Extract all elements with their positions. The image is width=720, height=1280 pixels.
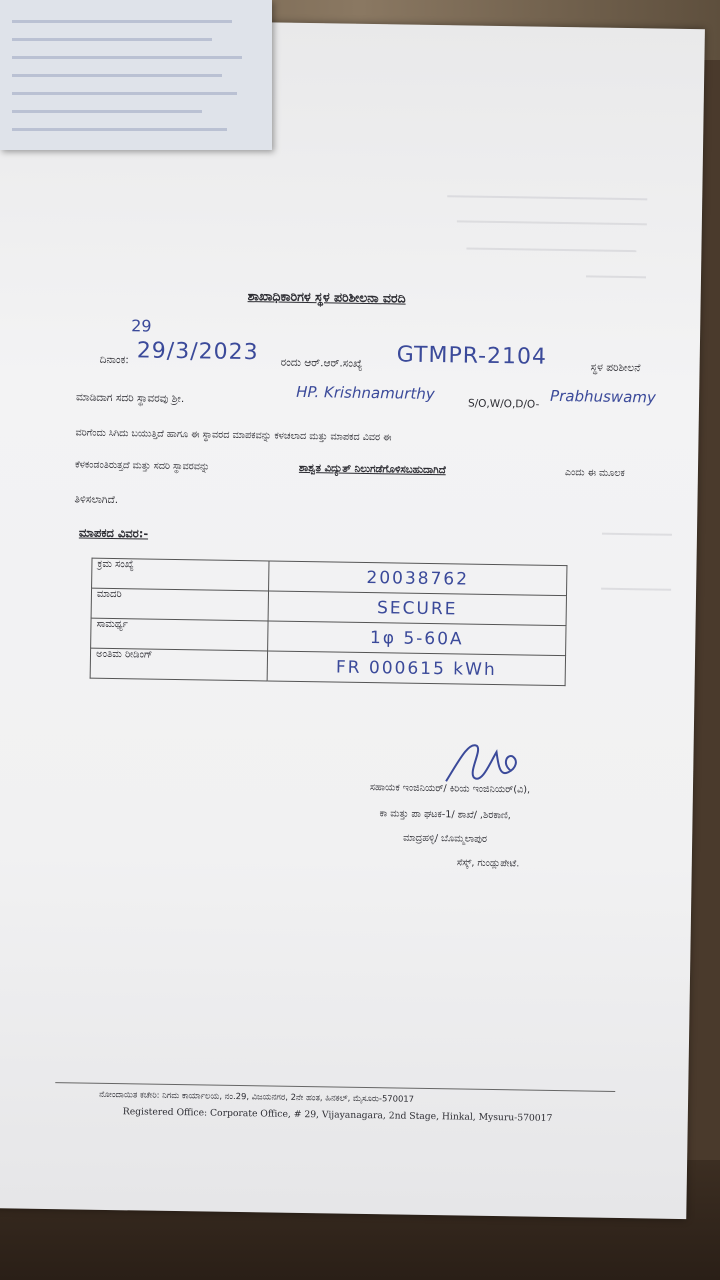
row-label: ಸಾಮರ್ಥ್ಯ: [91, 618, 268, 651]
rr-label: ರಂದು ಆರ್.ಆರ್.ಸಂಖ್ಯೆ: [280, 356, 363, 370]
overlapping-paper: [0, 0, 272, 150]
date-correction: 29: [131, 316, 152, 336]
rr-number: GTMPR-2104: [396, 342, 548, 370]
date-value: 29/3/2023: [136, 338, 259, 366]
consumer-name: HP. Krishnamurthy: [296, 382, 435, 404]
date-label: ದಿನಾಂಕ:: [99, 353, 129, 367]
line2-prefix: ಮಾಡಿದಾಗ ಸದರಿ ಸ್ಥಾವರವು ಶ್ರೀ.: [75, 391, 185, 406]
row-label: ಮಾದರಿ: [91, 588, 268, 621]
footer-english: Registered Office: Corporate Office, # 29, Vijayanagara, 2nd Stage, Hinkal, Mysuru-570017: [122, 1106, 553, 1124]
meter-final-reading-value: FR 000615 kWh: [267, 651, 565, 686]
meter-details-table: [90, 558, 568, 686]
meter-capacity-value: 1φ 5-60A: [268, 621, 566, 656]
body-line-3: ವರಿಗೆಂದು ಸಿಗಿದು ಬಯುತ್ತಿದೆ ಹಾಗೂ ಈ ಸ್ಥಾವರದ ಮಾಪಕವನ್ನು ಕಳಚಲಾದ ಮತ್ತು ಮಾಪಕದ ವಿವರ ಈ: [75, 427, 392, 444]
relation-label: S/O,W/O,D/O-: [467, 397, 540, 411]
footer-kannada: ನೋಂದಾಯಿತ ಕಚೇರಿ: ನಿಗಮ ಕಾರ್ಯಾಲಯ, ನಂ.29, ವಿಜಯನಗರ, 2ನೇ ಹಂತ, ಹಿನಕಲ್, ಮೈಸೂರು-570017: [99, 1088, 415, 1104]
body-line-5: ತಿಳಿಸಲಾಗಿದೆ.: [74, 493, 119, 507]
document-title: ಶಾಖಾಧಿಕಾರಿಗಳ ಸ್ಥಳ ಪರಿಶೀಲನಾ ವರದಿ: [247, 288, 406, 306]
table-row: [90, 648, 565, 685]
meter-model-value: SECURE: [268, 591, 566, 626]
body-line-4c: ಎಂದು ಈ ಮೂಲಕ: [564, 467, 625, 480]
signatory-line-1: ಸಹಾಯಕ ಇಂಜಿನಿಯರ್/ ಕಿರಿಯ ಇಂಜಿನಿಯರ್(ವಿ),: [369, 782, 531, 796]
father-name: Prabhuswamy: [549, 386, 656, 407]
signatory-line-4: ಸೆಸ್ಕ್, ಗುಂಡ್ಲುಪೇಟೆ.: [456, 857, 520, 870]
row-label: ಕ್ರಮ ಸಂಖ್ಯೆ: [92, 558, 269, 591]
body-line-4-emphasis: ಶಾಶ್ವತ ವಿದ್ಯುತ್ ನಿಲುಗಡೆಗೊಳಿಸಬಹುದಾಗಿದೆ: [298, 462, 446, 477]
row-label: ಅಂತಿಮ ರೀಡಿಂಗ್: [90, 648, 267, 681]
body-line-4a: ಕೆಳಕಂಡಂತಿರುತ್ತದೆ ಮತ್ತು ಸದರಿ ಸ್ಥಾವರವನ್ನು: [74, 459, 210, 473]
inspection-label: ಸ್ಥಳ ಪರಿಶೀಲನೆ: [590, 361, 641, 375]
signatory-line-3: ಮಾದ್ರಹಳ್ಳಿ/ ಬೊಮ್ಮಲಾಪುರ: [403, 832, 488, 845]
meter-heading: ಮಾಪಕದ ವಿವರ:-: [78, 525, 149, 541]
document-page: [0, 18, 705, 1219]
meter-serial-value: 20038762: [269, 561, 567, 596]
signatory-line-2: ಕಾ ಮತ್ತು ಪಾ ಘಟಕ-1/ ಶಾಖೆ/ ,ಶಿರಕಾಣಿ,: [379, 808, 511, 822]
